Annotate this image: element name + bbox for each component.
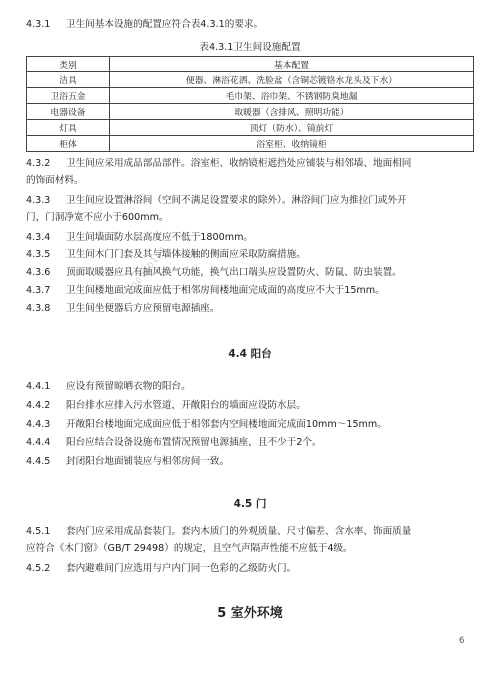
- clause-text: 卫生间楼地面完成面应低于相邻房间楼地面完成面的高度应不大于15mm。: [66, 285, 385, 296]
- header-config: 基本配置: [110, 57, 474, 72]
- cell-category: 卫浴五金: [27, 88, 110, 104]
- clause-number: 4.4.2: [26, 400, 51, 411]
- section-heading-4-4: 4.4 阳台: [228, 348, 272, 360]
- cell-category: 灯具: [27, 120, 110, 136]
- clause-4-5-1: [26, 523, 474, 557]
- clause-number: 4.3.2: [26, 158, 51, 169]
- chapter-heading-5: 5 室外环境: [217, 606, 283, 621]
- clause-number: 4.3.8: [26, 303, 51, 314]
- clause-4-4-2: [26, 399, 306, 413]
- clause-text: 开敞阳台楼地面完成面应低于相邻套内空间楼地面完成面10mm～15mm。: [66, 419, 387, 430]
- section-heading-4-5: 4.5 门: [233, 498, 267, 510]
- clause-4-4-4: [26, 436, 322, 450]
- clause-text: 卫生间坐便器后方应预留电源插座。: [66, 303, 220, 314]
- clause-text: 卫生间墙面防水层高度应不低于1800mm。: [66, 232, 254, 243]
- cell-category: 柜体: [27, 136, 110, 152]
- clause-text: 阳台应结合设备设施布置情况预留电源插座，且不少于2个。: [66, 437, 322, 448]
- page-number: 6: [459, 636, 465, 646]
- clause-4-4-3: [26, 418, 387, 432]
- clause-number: 4.3.7: [26, 285, 51, 296]
- clause-number: 4.3.6: [26, 267, 51, 278]
- clause-4-3-4: [26, 231, 253, 245]
- clause-text-continued: 应符合《木门窗》（GB/T 29498）的规定，且空气声隔声性能不应低于4级。: [26, 543, 353, 554]
- clause-number: 4.4.1: [26, 381, 51, 392]
- table-row: [27, 136, 474, 152]
- watermark: 200920106: [126, 244, 170, 297]
- clause-4-3-1: [26, 18, 263, 32]
- clause-text: 卫生间应设置淋浴间（空间不满足设置要求的除外）。淋浴间门应为推拉门或外开: [66, 195, 407, 206]
- cell-config: 便器、淋浴花洒、洗脸盆（含铜芯镀铬水龙头及下水）: [110, 72, 474, 88]
- clause-number: 4.3.1: [26, 19, 51, 30]
- table-row: [27, 72, 474, 88]
- clause-4-4-5: [26, 455, 229, 469]
- clause-number: 4.3.5: [26, 249, 51, 260]
- clause-number: 4.4.5: [26, 456, 51, 467]
- cell-category: 洁具: [27, 72, 110, 88]
- clause-4-3-3: [26, 192, 474, 226]
- table-row: [27, 88, 474, 104]
- table-row: [27, 120, 474, 136]
- clause-number: 4.3.3: [26, 195, 51, 206]
- clause-text: 套内门应采用成品套装门。套内木质门的外观质量、尺寸偏差、含水率、饰面质量: [66, 526, 412, 537]
- clause-text: 阳台排水应排入污水管道，开敞阳台的墙面应设防水层。: [66, 400, 306, 411]
- clause-text: 卫生间应采用成品部品部件。浴室柜、收纳镜柜遮挡处应铺装与相邻墙、地面相同: [66, 158, 412, 169]
- clause-4-3-5: [26, 248, 306, 262]
- clause-4-3-8: [26, 302, 220, 316]
- clause-text: 应设有预留晾晒衣物的阳台。: [66, 381, 191, 392]
- clause-text: 卫生间木门门套及其与墙体接触的侧面应采取防腐措施。: [66, 249, 306, 260]
- clause-4-3-6: [26, 266, 402, 280]
- table-header-row: [27, 57, 474, 72]
- clause-4-3-7: [26, 284, 385, 298]
- cell-config: 顶灯（防水）、镜前灯: [110, 120, 474, 136]
- table-row: [27, 104, 474, 120]
- cell-config: 浴室柜、收纳镜柜: [110, 136, 474, 152]
- cell-config: 取暖器（含排风、照明功能）: [110, 104, 474, 120]
- clause-number: 4.4.4: [26, 437, 51, 448]
- clause-4-5-2: [26, 562, 296, 576]
- clause-text: 套内避难间门应选用与户内门同一色彩的乙级防火门。: [66, 563, 297, 574]
- cell-category: 电器设备: [27, 104, 110, 120]
- clause-text: 封闭阳台地面铺装应与相邻房间一致。: [66, 456, 230, 467]
- clause-text: 卫生间基本设施的配置应符合表4.3.1的要求。: [66, 19, 264, 30]
- clause-number: 4.5.1: [26, 526, 51, 537]
- clause-text-continued: 的饰面材料。: [26, 175, 84, 186]
- header-category: 类别: [27, 57, 110, 72]
- cell-config: 毛巾架、浴巾架、不锈钢防臭地漏: [110, 88, 474, 104]
- clause-4-3-2: [26, 155, 474, 189]
- facility-table: [26, 56, 474, 152]
- clause-4-4-1: [26, 380, 191, 394]
- clause-number: 4.4.3: [26, 419, 51, 430]
- clause-text-continued: 门，门洞净宽不应小于600mm。: [26, 212, 169, 223]
- clause-text: 顶面取暖器应具有抽风换气功能，换气出口端头应设置防火、防鼠、防虫装置。: [66, 267, 402, 278]
- table-caption: 表4.3.1卫生间设施配置: [199, 42, 301, 53]
- clause-number: 4.3.4: [26, 232, 51, 243]
- clause-number: 4.5.2: [26, 563, 51, 574]
